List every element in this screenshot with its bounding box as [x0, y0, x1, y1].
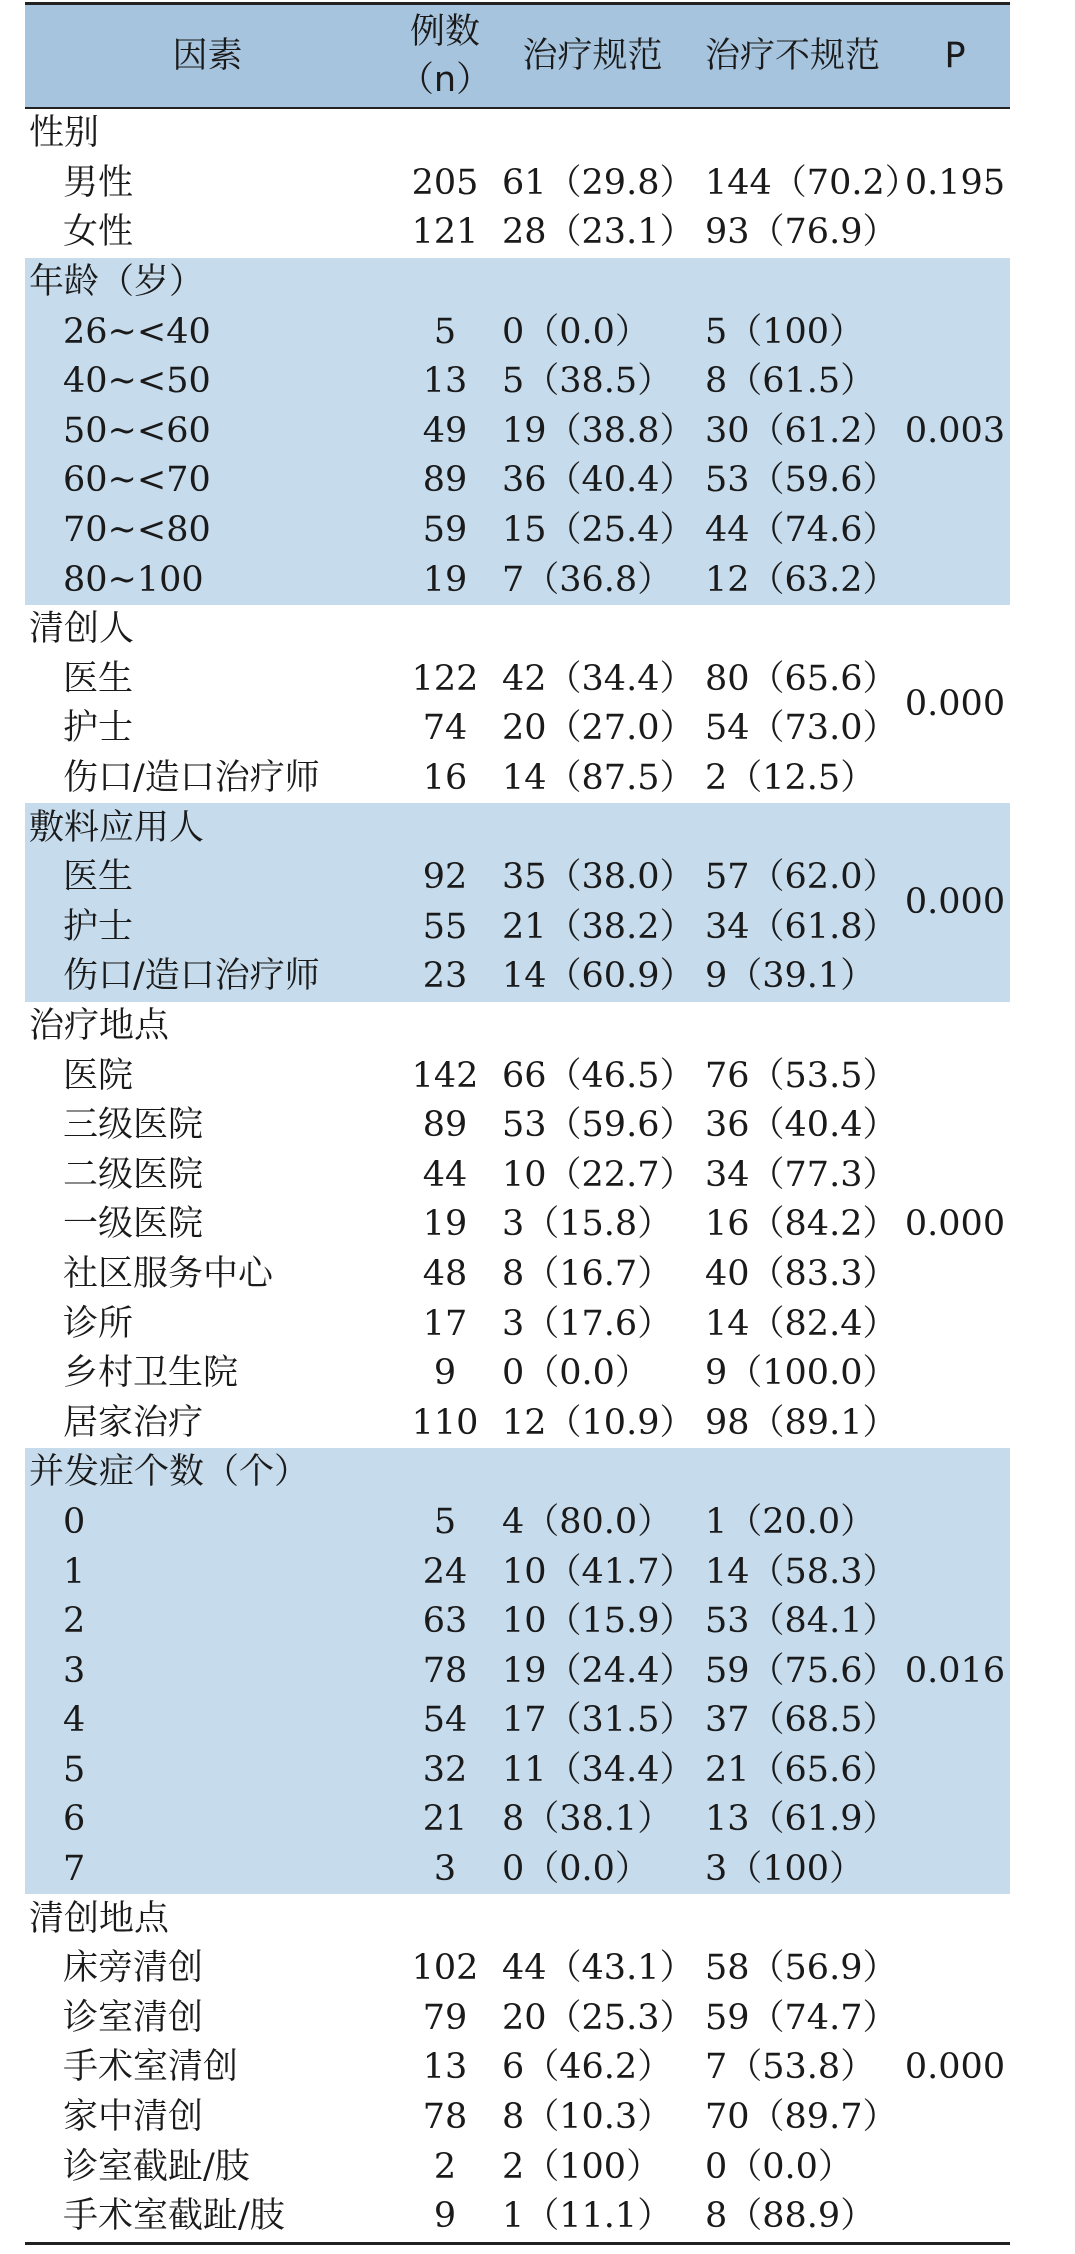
p-value: 0.000	[904, 882, 1006, 922]
header-regular: 治疗规范	[522, 36, 663, 76]
row-n: 9	[433, 2196, 457, 2237]
table-row	[25, 1646, 1010, 1696]
group-section	[25, 258, 1010, 605]
row-n: 92	[422, 857, 468, 898]
group-title: 并发症个数（个）	[29, 1452, 310, 1493]
group-title: 年龄（岁）	[29, 262, 205, 303]
row-regular: 21（38.2）	[502, 906, 695, 947]
row-regular: 7（36.8）	[502, 559, 673, 600]
row-n: 74	[422, 708, 468, 749]
row-regular: 0（0.0）	[502, 1849, 650, 1890]
row-irregular: 13（61.9）	[705, 1799, 898, 1840]
table-row	[25, 1101, 1010, 1151]
row-label: 26~<40	[63, 311, 211, 352]
row-label: 手术室截趾/肢	[63, 2196, 285, 2237]
row-n: 110	[411, 1402, 479, 1443]
row-label: 4	[63, 1700, 86, 1741]
row-n: 21	[422, 1799, 468, 1840]
table-row	[25, 307, 1010, 357]
row-n: 89	[422, 460, 468, 501]
table-row	[25, 2043, 1010, 2093]
row-n: 102	[411, 1948, 479, 1989]
row-regular: 53（59.6）	[502, 1105, 695, 1146]
table-row	[25, 506, 1010, 556]
row-n: 63	[422, 1601, 468, 1642]
p-value: 0.000	[904, 1204, 1006, 1245]
table-row	[25, 1200, 1010, 1250]
row-n: 16	[422, 758, 468, 799]
row-irregular: 1（20.0）	[705, 1501, 876, 1542]
table-row	[25, 2192, 1010, 2243]
row-n: 142	[411, 1055, 479, 1096]
p-value: 0.000	[904, 2047, 1006, 2088]
row-regular: 42（34.4）	[502, 658, 695, 699]
row-n: 78	[422, 1650, 468, 1691]
row-label: 5	[63, 1749, 86, 1790]
table-row	[25, 1944, 1010, 1994]
table-row	[25, 357, 1010, 407]
row-irregular: 14（82.4）	[705, 1303, 898, 1344]
row-n: 5	[433, 1501, 457, 1542]
p-value: 0.016	[904, 1650, 1006, 1691]
row-irregular: 76（53.5）	[705, 1055, 898, 1096]
header-n-line1: 例数	[409, 12, 480, 52]
group-title: 治疗地点	[29, 1005, 170, 1046]
group-title-row	[25, 1448, 1010, 1498]
row-irregular: 0（0.0）	[705, 2146, 853, 2187]
table-row	[25, 1299, 1010, 1349]
row-irregular: 80（65.6）	[705, 658, 898, 699]
row-regular: 12（10.9）	[502, 1402, 695, 1443]
row-irregular: 59（75.6）	[705, 1650, 898, 1691]
row-irregular: 59（74.7）	[705, 1997, 898, 2038]
row-irregular: 8（61.5）	[705, 361, 876, 402]
row-irregular: 44（74.6）	[705, 510, 898, 551]
row-regular: 66（46.5）	[502, 1055, 695, 1096]
row-label: 二级医院	[63, 1154, 204, 1195]
row-regular: 14（60.9）	[502, 956, 695, 997]
row-regular: 3（15.8）	[502, 1204, 673, 1245]
row-regular: 10（15.9）	[502, 1601, 695, 1642]
row-irregular: 53（84.1）	[705, 1601, 898, 1642]
row-regular: 14（87.5）	[502, 758, 695, 799]
row-regular: 10（41.7）	[502, 1551, 695, 1592]
row-irregular: 37（68.5）	[705, 1700, 898, 1741]
table-row	[25, 1051, 1010, 1101]
group-title: 性别	[29, 113, 100, 154]
row-regular: 17（31.5）	[502, 1700, 695, 1741]
table-row	[25, 704, 1010, 754]
table-row	[25, 853, 1010, 903]
p-value: 0.195	[904, 162, 1006, 203]
group-title-row	[25, 803, 1010, 853]
row-irregular: 5（100）	[705, 311, 865, 352]
row-irregular: 34（61.8）	[705, 906, 898, 947]
row-irregular: 21（65.6）	[705, 1749, 898, 1790]
group-section	[25, 803, 1010, 1001]
row-label: 社区服务中心	[63, 1253, 274, 1294]
row-label: 三级医院	[63, 1105, 204, 1146]
table-row	[25, 952, 1010, 1002]
group-section	[25, 605, 1010, 803]
row-regular: 4（80.0）	[502, 1501, 673, 1542]
row-n: 48	[422, 1253, 468, 1294]
row-n: 89	[422, 1105, 468, 1146]
header-irregular: 治疗不规范	[704, 36, 880, 76]
row-label: 医生	[63, 658, 134, 699]
row-regular: 36（40.4）	[502, 460, 695, 501]
group-title-row	[25, 1894, 1010, 1944]
row-label: 诊室截趾/肢	[63, 2146, 250, 2187]
row-irregular: 70（89.7）	[705, 2097, 898, 2138]
group-title: 清创人	[29, 609, 135, 650]
row-n: 79	[422, 1997, 468, 2038]
row-irregular: 58（56.9）	[705, 1948, 898, 1989]
group-section	[25, 1894, 1010, 2243]
row-label: 6	[63, 1799, 86, 1840]
row-n: 78	[422, 2097, 468, 2138]
table-row	[25, 456, 1010, 506]
group-title-row	[25, 1002, 1010, 1052]
row-n: 32	[422, 1749, 468, 1790]
row-irregular: 54（73.0）	[705, 708, 898, 749]
group-title-row	[25, 605, 1010, 655]
row-label: 7	[63, 1849, 86, 1890]
row-n: 205	[411, 162, 479, 203]
row-n: 13	[422, 361, 468, 402]
row-label: 80~100	[63, 559, 204, 600]
row-regular: 35（38.0）	[502, 857, 695, 898]
row-label: 0	[63, 1501, 86, 1542]
row-label: 诊室清创	[63, 1997, 204, 2038]
row-regular: 6（46.2）	[502, 2047, 673, 2088]
row-label: 床旁清创	[63, 1948, 204, 1989]
table-header	[25, 4, 1010, 109]
row-label: 40~<50	[63, 361, 211, 402]
table-row	[25, 903, 1010, 953]
row-label: 护士	[63, 906, 134, 947]
row-n: 5	[433, 311, 457, 352]
table-row	[25, 2093, 1010, 2143]
row-label: 2	[63, 1601, 86, 1642]
row-label: 70~<80	[63, 510, 211, 551]
table-row	[25, 1250, 1010, 1300]
row-regular: 8（16.7）	[502, 1253, 673, 1294]
table-row	[25, 555, 1010, 605]
row-regular: 3（17.6）	[502, 1303, 673, 1344]
row-label: 1	[63, 1551, 86, 1592]
row-irregular: 9（39.1）	[705, 956, 876, 997]
row-regular: 0（0.0）	[502, 1353, 650, 1394]
row-irregular: 53（59.6）	[705, 460, 898, 501]
row-label: 护士	[63, 708, 134, 749]
group-title-row	[25, 258, 1010, 308]
row-regular: 28（23.1）	[502, 212, 695, 253]
table-row	[25, 208, 1010, 258]
row-n: 19	[422, 559, 468, 600]
row-regular: 10（22.7）	[502, 1154, 695, 1195]
row-regular: 15（25.4）	[502, 510, 695, 551]
row-irregular: 3（100）	[705, 1849, 865, 1890]
header-p: P	[944, 36, 966, 76]
table-row	[25, 1597, 1010, 1647]
row-regular: 20（27.0）	[502, 708, 695, 749]
row-n: 59	[422, 510, 468, 551]
row-label: 医院	[63, 1055, 134, 1096]
group-section	[25, 108, 1010, 258]
row-n: 44	[422, 1154, 468, 1195]
row-irregular: 34（77.3）	[705, 1154, 898, 1195]
row-label: 伤口/造口治疗师	[63, 956, 320, 997]
row-regular: 8（38.1）	[502, 1799, 673, 1840]
row-irregular: 98（89.1）	[705, 1402, 898, 1443]
row-label: 诊所	[63, 1303, 134, 1344]
row-irregular: 57（62.0）	[705, 857, 898, 898]
header-n-line2: （n）	[398, 60, 492, 100]
row-label: 男性	[63, 162, 134, 203]
table-row	[25, 2142, 1010, 2192]
table-row	[25, 1398, 1010, 1448]
row-n: 3	[433, 1849, 457, 1890]
row-n: 17	[422, 1303, 468, 1344]
row-irregular: 36（40.4）	[705, 1105, 898, 1146]
p-value: 0.003	[904, 410, 1006, 451]
row-n: 122	[411, 658, 479, 699]
row-label: 居家治疗	[63, 1402, 204, 1443]
row-regular: 61（29.8）	[502, 162, 695, 203]
row-n: 19	[422, 1204, 468, 1245]
row-regular: 11（34.4）	[502, 1749, 695, 1790]
row-irregular: 93（76.9）	[705, 212, 898, 253]
row-label: 伤口/造口治疗师	[63, 758, 320, 799]
table-row	[25, 1498, 1010, 1548]
group-title-row	[25, 108, 1010, 159]
row-irregular: 30（61.2）	[705, 410, 898, 451]
row-n: 2	[433, 2146, 457, 2187]
row-label: 医生	[63, 857, 134, 898]
row-irregular: 144（70.2）	[705, 162, 920, 203]
row-regular: 8（10.3）	[502, 2097, 673, 2138]
row-n: 13	[422, 2047, 468, 2088]
table-row	[25, 407, 1010, 457]
row-irregular: 9（100.0）	[705, 1353, 898, 1394]
row-label: 3	[63, 1650, 86, 1691]
table-row	[25, 754, 1010, 804]
row-irregular: 14（58.3）	[705, 1551, 898, 1592]
row-regular: 1（11.1）	[502, 2196, 673, 2237]
row-irregular: 2（12.5）	[705, 758, 876, 799]
p-value: 0.000	[904, 683, 1006, 724]
header-n	[390, 4, 500, 109]
group-title: 清创地点	[29, 1898, 170, 1939]
table-row	[25, 1696, 1010, 1746]
row-label: 家中清创	[63, 2097, 204, 2138]
row-regular: 5（38.5）	[502, 361, 673, 402]
group-title: 敷料应用人	[29, 807, 205, 848]
row-n: 121	[411, 212, 479, 253]
row-label: 50~<60	[63, 410, 211, 451]
row-regular: 20（25.3）	[502, 1997, 695, 2038]
row-n: 54	[422, 1700, 468, 1741]
row-label: 60~<70	[63, 460, 211, 501]
group-section	[25, 1002, 1010, 1448]
row-regular: 0（0.0）	[502, 311, 650, 352]
row-label: 一级医院	[63, 1204, 204, 1245]
row-n: 9	[433, 1353, 457, 1394]
row-regular: 44（43.1）	[502, 1948, 695, 1989]
row-n: 55	[422, 906, 468, 947]
row-irregular: 8（88.9）	[705, 2196, 876, 2237]
row-label: 乡村卫生院	[63, 1353, 239, 1394]
row-n: 23	[422, 956, 468, 997]
header-row	[25, 4, 1010, 109]
header-factor: 因素	[172, 36, 243, 76]
group-section	[25, 1448, 1010, 1894]
table-row	[25, 159, 1010, 209]
row-label: 女性	[63, 212, 134, 253]
table-row	[25, 655, 1010, 705]
statistics-table	[25, 2, 1010, 2245]
row-n: 24	[422, 1551, 468, 1592]
row-irregular: 7（53.8）	[705, 2047, 876, 2088]
table-row	[25, 1150, 1010, 1200]
table-row	[25, 1547, 1010, 1597]
row-regular: 19（38.8）	[502, 410, 695, 451]
table-row	[25, 1795, 1010, 1845]
row-irregular: 40（83.3）	[705, 1253, 898, 1294]
row-irregular: 16（84.2）	[705, 1204, 898, 1245]
table-row	[25, 1746, 1010, 1796]
table-row	[25, 1349, 1010, 1399]
row-irregular: 12（63.2）	[705, 559, 898, 600]
row-n: 49	[422, 410, 468, 451]
row-regular: 19（24.4）	[502, 1650, 695, 1691]
table-row	[25, 1845, 1010, 1895]
row-label: 手术室清创	[63, 2047, 239, 2088]
table-row	[25, 1994, 1010, 2044]
row-regular: 2（100）	[502, 2146, 662, 2187]
